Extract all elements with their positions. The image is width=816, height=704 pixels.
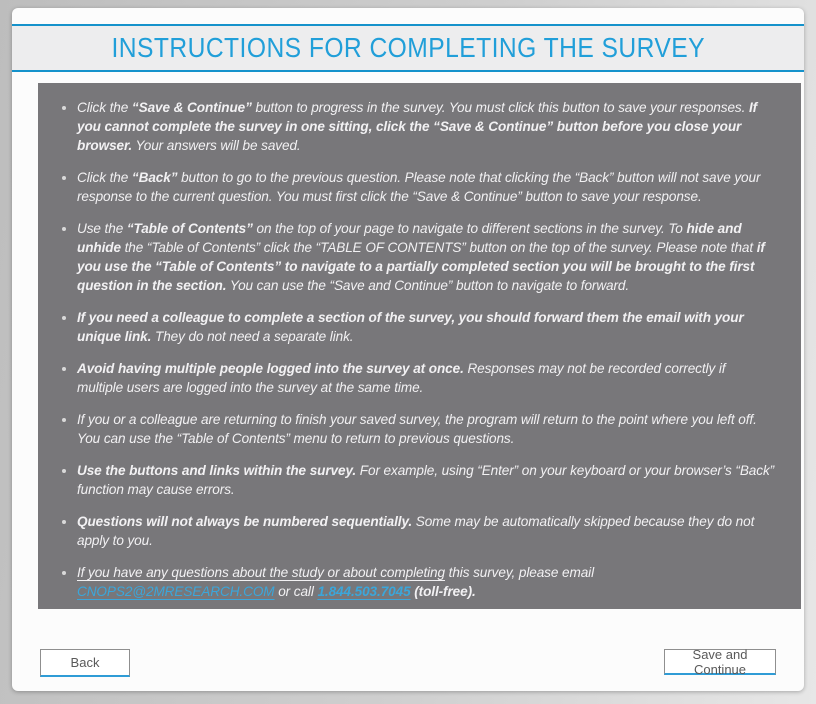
instruction-text: You can use the “Save and Continue” button to navigate to forward. [226,278,630,293]
instruction-item [77,461,783,499]
instruction-item [77,98,783,155]
title-bar [12,24,804,72]
instruction-text: Click the [77,170,132,185]
instruction-text: if you use the “Table of Contents” to navigate to a partially completed section you will be brought to the first question in the section. [77,240,765,293]
instructions-list [50,98,783,601]
instruction-text: (toll-free). [414,584,476,599]
email-link[interactable]: CNOPS2@2MRESEARCH.COM [77,584,275,599]
instruction-text: or call [274,584,318,599]
phone-link[interactable]: 1.844.503.7045 [317,584,411,599]
instruction-text: If you or a colleague are returning to finish your saved survey, the program will return to the point where you left off. You can use the “Table of Contents” menu to return to previous questions. [77,412,757,446]
survey-card [12,8,804,691]
instruction-text: the “Table of Contents” click the “TABLE OF CONTENTS” button on the top of the survey. Please note that [120,240,757,255]
instruction-item [77,359,783,397]
instruction-item [77,410,783,448]
page-title: INSTRUCTIONS FOR COMPLETING THE SURVEY [111,32,705,63]
instruction-text: Questions will not always be numbered sequentially. [77,514,413,529]
instruction-text: Use the buttons and links within the survey. [77,463,357,478]
instruction-item [77,563,783,601]
instruction-text: Use the [77,221,127,236]
instruction-text: They do not need a separate link. [151,329,354,344]
instruction-text: on the top of your page to navigate to different sections in the survey. To [252,221,687,236]
save-and-continue-button[interactable]: Save and Continue [664,649,776,675]
instruction-text: hide and unhide [77,221,742,255]
instruction-text: this survey, please email [444,565,594,580]
instruction-item [77,168,783,206]
instruction-text: For example, using “Enter” on your keyboard or your browser’s “Back” function may cause errors. [77,463,775,497]
instruction-text: “Back” [131,170,178,185]
instruction-text: Avoid having multiple people logged into the survey at once. [77,361,464,376]
instruction-item [77,512,783,550]
instruction-text: “Save & Continue” [131,100,252,115]
instruction-text: “Table of Contents” [126,221,253,236]
instruction-text: Some may be automatically skipped because they do not apply to you. [77,514,755,548]
instruction-text: Responses may not be recorded correctly if multiple users are logged into the survey at the same time. [77,361,726,395]
instruction-text: If you have any questions about the study or about completing [77,565,445,580]
instruction-item [77,219,783,295]
back-button[interactable]: Back [40,649,130,677]
instruction-item [77,308,783,346]
instruction-text: If you need a colleague to complete a section of the survey, you should forward them the email with your unique link. [77,310,744,344]
instruction-text: button to go to the previous question. Please note that clicking the “Back” button will not save your response to the current question. You must first click the “Save & Continue” button to save your response. [77,170,761,204]
instruction-text: Your answers will be saved. [132,138,301,153]
instructions-panel [38,83,801,609]
instruction-text: button to progress in the survey. You must click this button to save your responses. [251,100,749,115]
instruction-text: Click the [77,100,132,115]
instruction-text: If you cannot complete the survey in one sitting, click the “Save & Continue” button before you close your browser. [77,100,758,153]
